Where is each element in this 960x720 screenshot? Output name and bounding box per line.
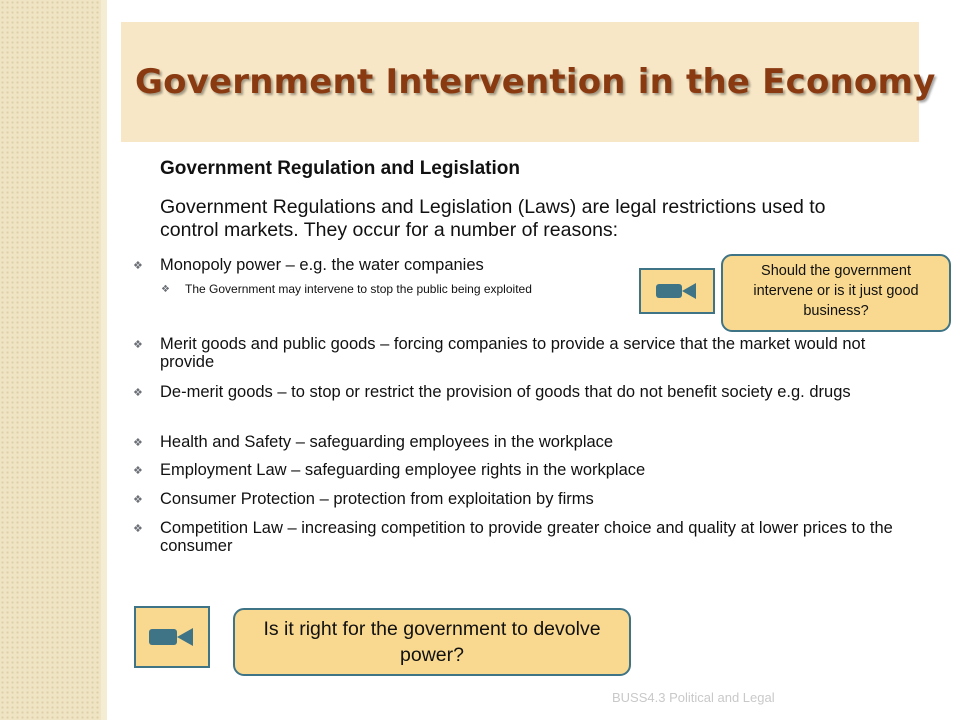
bullet-item	[133, 519, 893, 555]
bullet-text: Competition Law – increasing competition to provide greater choice and quality at lower prices to the consumer	[160, 519, 893, 555]
video-camera-icon	[654, 280, 700, 302]
bullet-text: De-merit goods – to stop or restrict the provision of goods that do not benefit society e.g. drugs	[160, 383, 851, 401]
bullet-text: Health and Safety – safeguarding employees in the workplace	[160, 433, 614, 451]
diamond-bullet-icon: ❖	[133, 465, 143, 477]
diamond-bullet-icon: ❖	[133, 339, 143, 351]
bullet-item	[133, 461, 893, 479]
diamond-bullet-icon: ❖	[133, 523, 143, 535]
bullet-item	[133, 433, 893, 451]
intro-paragraph: Government Regulations and Legislation (Laws) are legal restrictions used to control markets. They occur for a number of reasons:	[160, 196, 826, 241]
diamond-bullet-icon: ❖	[133, 494, 143, 506]
discussion-callout-bottom: Is it right for the government to devolve power?	[233, 608, 631, 676]
video-link-button-bottom[interactable]	[134, 606, 210, 668]
sub-bullet-item	[161, 282, 661, 296]
bullet-text: Consumer Protection – protection from exploitation by firms	[160, 490, 594, 508]
slide-title: Government Intervention in the Economy	[135, 62, 936, 102]
slide-footer: BUSS4.3 Political and Legal	[612, 690, 775, 705]
bullet-item	[133, 490, 893, 508]
bullet-item	[133, 383, 893, 401]
decorative-left-strip	[0, 0, 107, 720]
video-link-button-top[interactable]	[639, 268, 715, 314]
video-camera-icon	[147, 625, 197, 649]
diamond-bullet-icon: ❖	[133, 260, 143, 272]
bullet-text: Merit goods and public goods – forcing companies to provide a service that the market would not provide	[160, 335, 866, 371]
diamond-bullet-icon: ❖	[161, 284, 170, 295]
discussion-callout-top: Should the government intervene or is it just good business?	[721, 254, 951, 332]
bullet-text: Monopoly power – e.g. the water companies	[160, 256, 484, 274]
bullet-text: The Government may intervene to stop the public being exploited	[185, 282, 532, 296]
diamond-bullet-icon: ❖	[133, 387, 143, 399]
bullet-text: Employment Law – safeguarding employee rights in the workplace	[160, 461, 646, 479]
section-subheading: Government Regulation and Legislation	[160, 158, 520, 179]
diamond-bullet-icon: ❖	[133, 437, 143, 449]
bullet-item	[133, 335, 893, 371]
